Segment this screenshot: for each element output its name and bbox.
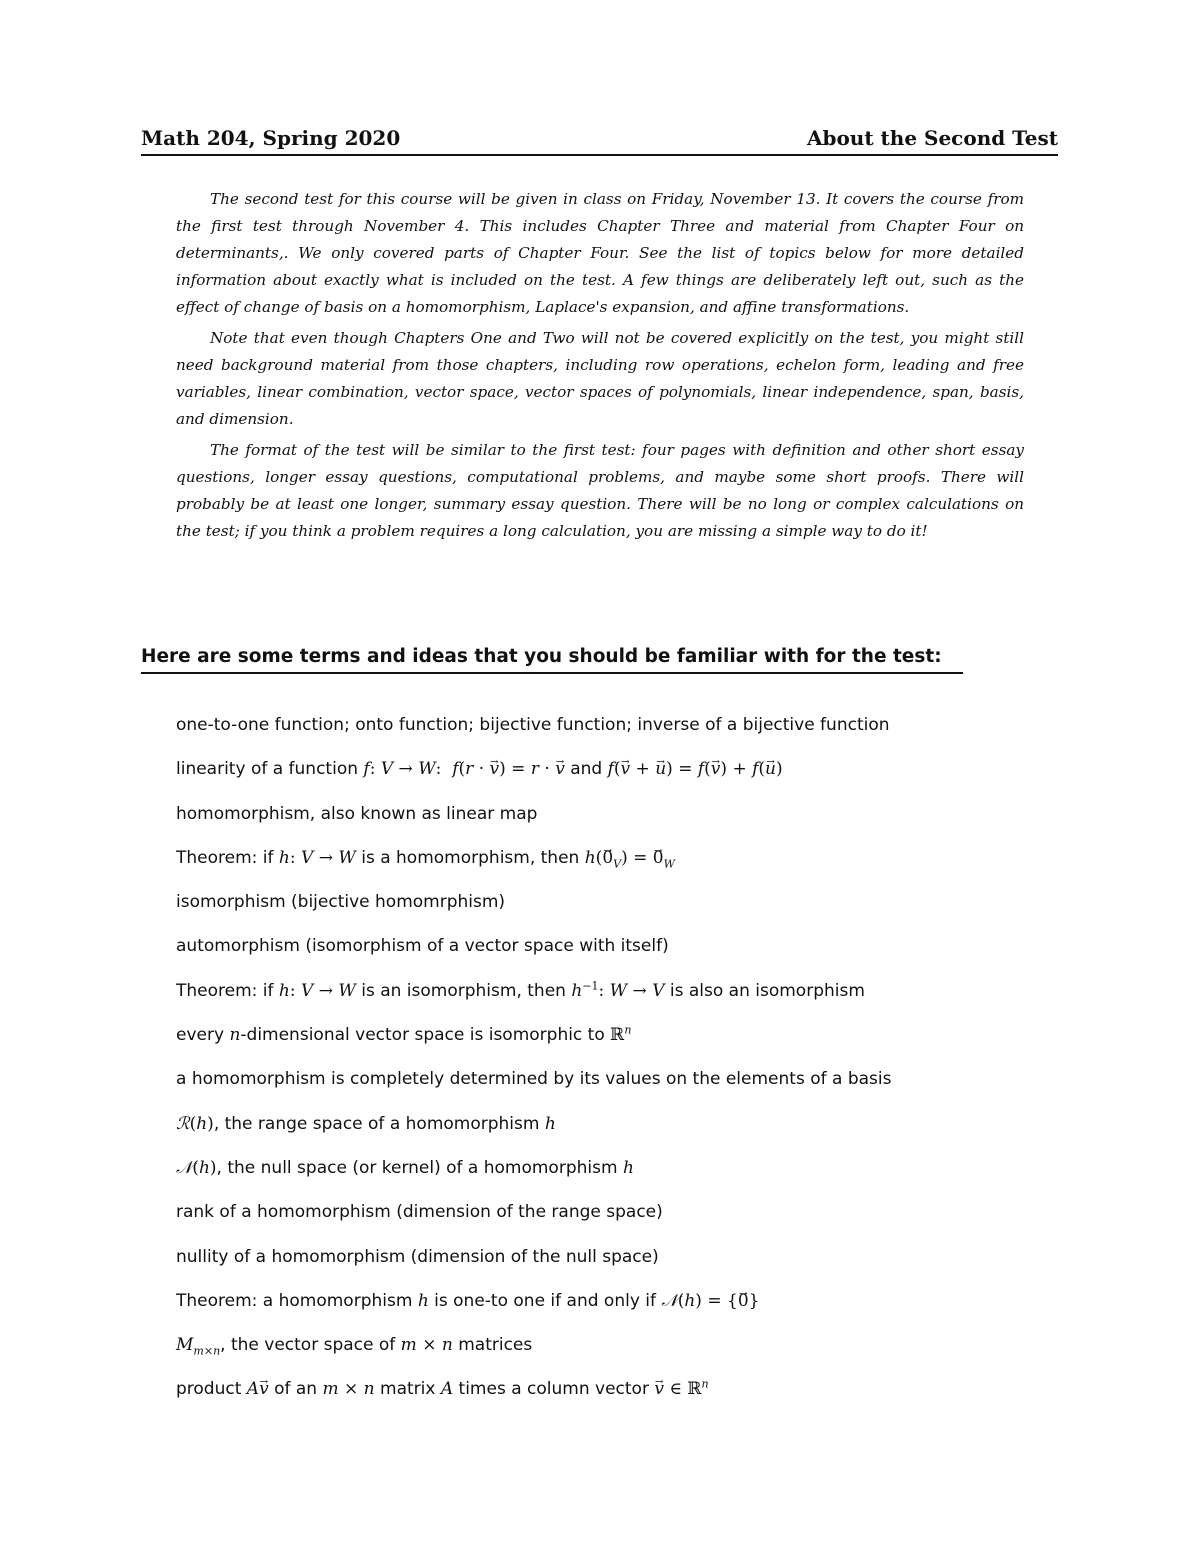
- math-expression: n: [229, 1025, 241, 1046]
- intro-paragraph: The format of the test will be similar to the first test: four pages with definition and other short essay questions, longer essay questions, computational problems, and maybe some short proofs. There will probably be at least one longer, summary essay question. There will be no long or complex calculations on the test; if you think a problem requires a long calculation, you are missing a simple way to do it!: [176, 441, 1024, 540]
- intro-paragraph: Note that even though Chapters One and Two will not be covered explicitly on the test, you might still need background material from those chapters, including row operations, echelon form, leading and free variables, linear combination, vector space, vector spaces of polynomials, linear independence, span, basis, and dimension.: [176, 329, 1024, 428]
- terms-heading: Here are some terms and ideas that you should be familiar with for the test:: [141, 644, 963, 674]
- math-expression: h: [417, 1290, 429, 1311]
- topic-item: Theorem: a homomorphism h is one-to one if and only if 𝒩(h) = {0 →}: [176, 1284, 1056, 1328]
- topic-item: Theorem: if h: V → W is a homomorphism, then $h(0 \to_V) = 0 \to_W$: [176, 841, 1056, 885]
- math-expression: A: [246, 1379, 260, 1400]
- topic-item: homomorphism, also known as linear map: [176, 803, 538, 824]
- null-space-symbol: 𝒩: [176, 1157, 193, 1178]
- topic-item: Theorem: if h: V → W is an isomorphism, then $h^{-1}$: W → V is also an isomorphism: [176, 979, 865, 1001]
- topic-item: rank of a homomorphism (dimension of the range space): [176, 1202, 663, 1223]
- topic-item: a homomorphism is completely determined by its values on the elements of a basis: [176, 1069, 892, 1090]
- math-expression: M: [176, 1335, 194, 1356]
- topic-item: ℛ(h), the range space of a homomorphism h: [176, 1113, 556, 1134]
- range-space-symbol: ℛ: [176, 1113, 190, 1134]
- math-expression: h: [278, 980, 290, 1001]
- topic-item: $M_{m\times n}$, the vector space of m × n matrices: [176, 1335, 533, 1358]
- topic-item: product Av → of an m × n matrix A times a column vector v → ∈ ℝ$^n$: [176, 1372, 1056, 1416]
- page-header: [141, 124, 1058, 156]
- topic-item: one-to-one function; onto function; bijective function; inverse of a bijective function: [176, 715, 890, 735]
- topic-item: isomorphism (bijective homomrphism): [176, 892, 506, 913]
- intro-paragraph: The second test for this course will be given in class on Friday, November 13. It covers the course from the first test through November 4. This includes Chapter Three and material from Chapter Four on determinants,. We only covered parts of Chapter Four. See the list of topics below for more detailed information about exactly what is included on the test. A few things are deliberately left out, such as the effect of change of basis on a homomorphism, Laplace's expansion, and affine transformations.: [176, 190, 1024, 316]
- topic-item: nullity of a homomorphism (dimension of the null space): [176, 1246, 659, 1267]
- topic-item: linearity of a function f: V → W: f(r · v →) = r · v → and f(v → + u →) = f(v →) + f(u →): [176, 752, 1056, 796]
- topic-item: 𝒩(h), the null space (or kernel) of a homomorphism h: [176, 1157, 634, 1178]
- course-title: Math 204, Spring 2020: [141, 126, 401, 150]
- topic-item: every n-dimensional vector space is isomorphic to ℝ$^n$: [176, 1023, 632, 1046]
- math-expression: f: [363, 759, 370, 780]
- intro-text: [176, 186, 1024, 549]
- topic-item: automorphism (isomorphism of a vector space with itself): [176, 936, 669, 957]
- math-expression: h: [278, 847, 290, 868]
- document-title: About the Second Test: [806, 126, 1058, 150]
- topics-list: [176, 708, 1056, 1417]
